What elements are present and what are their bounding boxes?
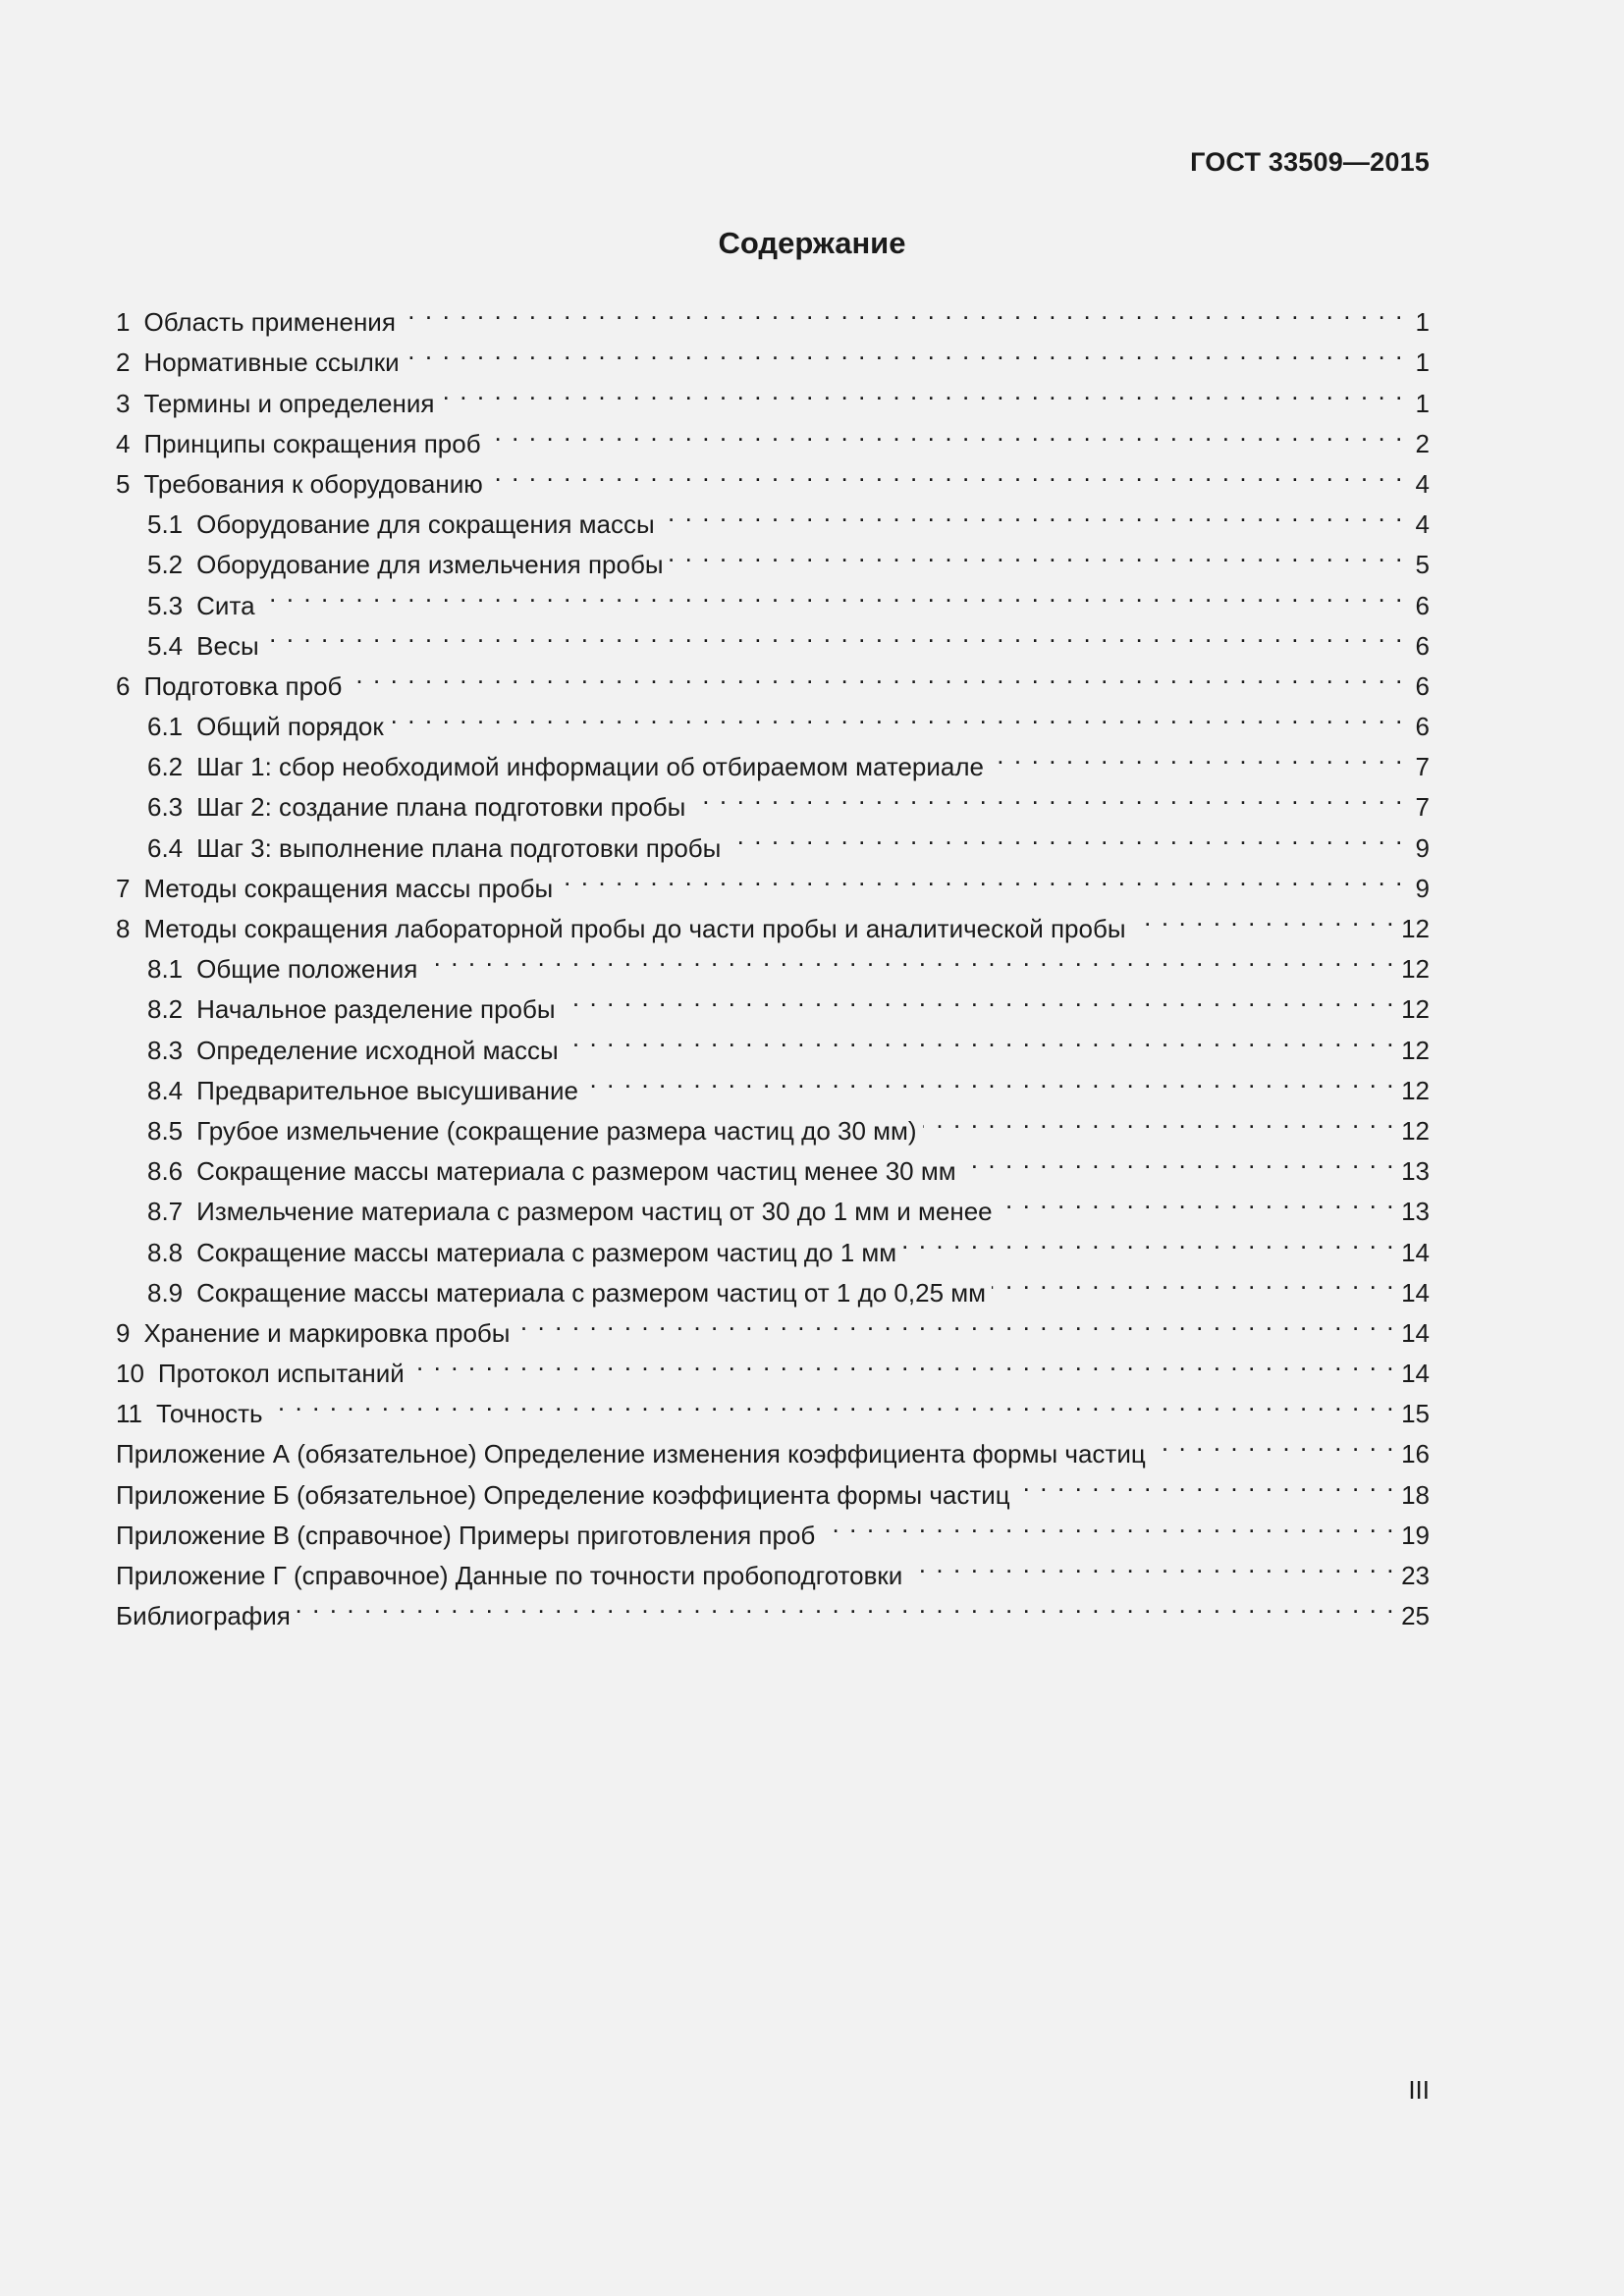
toc-entry-label: Общий порядок xyxy=(196,712,384,742)
toc-entry-label: Приложение Б (обязательное) Определение коэффициента формы частиц xyxy=(116,1479,1010,1510)
toc-entry-number: 5 xyxy=(116,468,131,499)
toc-dot-leader xyxy=(670,533,1404,573)
toc-dot-leader xyxy=(390,695,1404,735)
toc-entry-page: 13 xyxy=(1401,1156,1430,1187)
toc-entry-page: 13 xyxy=(1401,1197,1430,1227)
toc-dot-leader xyxy=(661,493,1404,533)
toc-dot-leader xyxy=(261,573,1404,614)
toc-entry-number: 2 xyxy=(116,347,131,378)
toc-entry[interactable] xyxy=(116,291,1430,338)
toc-entry-page: 6 xyxy=(1415,630,1430,661)
toc-entry-label: Оборудование для измельчения пробы xyxy=(196,550,664,580)
toc-entry-number: 8.5 xyxy=(147,1115,184,1146)
toc-entry-page: 12 xyxy=(1401,1035,1430,1065)
toc-entry-number: 5.4 xyxy=(147,630,184,661)
toc-entry-page: 14 xyxy=(1401,1359,1430,1389)
toc-entry[interactable] xyxy=(116,1382,1430,1429)
toc-entry-number: 7 xyxy=(116,873,131,903)
toc-entry-label: Измельчение материала с размером частиц от 30 до 1 мм и менее xyxy=(196,1197,993,1227)
toc-entry-number: 5.3 xyxy=(147,590,184,620)
toc-list xyxy=(116,291,1430,1631)
toc-entry-label: Термины и определения xyxy=(143,388,435,418)
toc-entry-number: 8.9 xyxy=(147,1277,184,1308)
toc-entry-label: Шаг 2: создание плана подготовки пробы xyxy=(196,792,686,823)
toc-dot-leader xyxy=(1152,1422,1395,1463)
toc-entry-page: 12 xyxy=(1401,954,1430,985)
toc-entry-label: Подготовка проб xyxy=(143,670,343,701)
toc-entry[interactable] xyxy=(116,1422,1430,1469)
toc-entry-number: 8.4 xyxy=(147,1075,184,1105)
toc-entry-label: Шаг 1: сбор необходимой информации об отбираемом материале xyxy=(196,752,984,782)
toc-entry-label: Шаг 3: выполнение плана подготовки пробы xyxy=(196,832,722,863)
toc-entry-page: 6 xyxy=(1415,712,1430,742)
toc-dot-leader xyxy=(821,1504,1395,1544)
toc-entry-page: 1 xyxy=(1415,307,1430,338)
toc-entry-page: 7 xyxy=(1415,752,1430,782)
toc-dot-leader xyxy=(402,291,1404,331)
toc-entry-page: 6 xyxy=(1415,590,1430,620)
toc-entry-number: 6.3 xyxy=(147,792,184,823)
toc-dot-leader xyxy=(410,1342,1395,1382)
toc-title: Содержание xyxy=(718,226,906,260)
toc-dot-leader xyxy=(559,857,1404,897)
toc-dot-leader xyxy=(992,1261,1395,1302)
toc-entry-page: 16 xyxy=(1401,1439,1430,1469)
toc-entry-label: Сокращение массы материала с размером частиц от 1 до 0,25 мм xyxy=(196,1277,987,1308)
toc-entry-number: 6.2 xyxy=(147,752,184,782)
toc-entry-label: Грубое измельчение (сокращение размера частиц до 30 мм) xyxy=(196,1115,917,1146)
toc-entry-number: 6.1 xyxy=(147,712,184,742)
toc-entry-number: 10 xyxy=(116,1359,144,1389)
toc-entry-label: Область применения xyxy=(143,307,396,338)
toc-entry-number: 8.8 xyxy=(147,1237,184,1267)
toc-dot-leader xyxy=(269,1382,1396,1422)
page-number: III xyxy=(1408,2075,1430,2105)
toc-entry-label: Требования к оборудованию xyxy=(143,468,483,499)
toc-dot-leader xyxy=(1016,1463,1395,1503)
toc-entry-label: Методы сокращения массы пробы xyxy=(143,873,554,903)
toc-entry-page: 9 xyxy=(1415,873,1430,903)
toc-dot-leader xyxy=(562,978,1396,1018)
toc-dot-leader xyxy=(516,1302,1396,1342)
toc-entry-label: Определение исходной массы xyxy=(196,1035,559,1065)
toc-dot-leader xyxy=(348,655,1404,695)
toc-entry-number: 3 xyxy=(116,388,131,418)
toc-entry-page: 12 xyxy=(1401,1075,1430,1105)
toc-entry-label: Нормативные ссылки xyxy=(143,347,400,378)
toc-entry-label: Предварительное высушивание xyxy=(196,1075,578,1105)
toc-entry-page: 2 xyxy=(1415,428,1430,458)
toc-entry-page: 23 xyxy=(1401,1561,1430,1590)
toc-entry-page: 7 xyxy=(1415,792,1430,823)
toc-dot-leader xyxy=(487,412,1404,453)
toc-dot-leader xyxy=(406,331,1404,371)
toc-entry-label: Сокращение массы материала с размером частиц до 1 мм xyxy=(196,1237,897,1267)
toc-entry-number: 11 xyxy=(116,1399,142,1429)
toc-entry-label: Принципы сокращения проб xyxy=(143,428,481,458)
toc-entry-label: Приложение А (обязательное) Определение изменения коэффициента формы частиц xyxy=(116,1439,1146,1469)
toc-entry-number: 8.6 xyxy=(147,1156,184,1187)
toc-entry-page: 14 xyxy=(1401,1237,1430,1267)
toc-dot-leader xyxy=(691,775,1404,816)
document-code: ГОСТ 33509—2015 xyxy=(1190,147,1430,177)
toc-entry-label: Сита xyxy=(196,590,255,620)
toc-entry-page: 19 xyxy=(1401,1520,1430,1550)
toc-dot-leader xyxy=(423,937,1395,978)
toc-dot-leader xyxy=(1132,897,1396,937)
toc-entry-number: 4 xyxy=(116,428,131,458)
toc-entry-label: Приложение Г (справочное) Данные по точности пробоподготовки xyxy=(116,1561,903,1590)
toc-entry-page: 18 xyxy=(1401,1479,1430,1510)
toc-dot-leader xyxy=(565,1018,1395,1058)
toc-entry-number: 8.2 xyxy=(147,994,184,1025)
toc-entry[interactable] xyxy=(116,1584,1430,1631)
toc-entry-page: 9 xyxy=(1415,832,1430,863)
toc-entry-label: Приложение В (справочное) Примеры приготовления проб xyxy=(116,1520,816,1550)
toc-entry-page: 14 xyxy=(1401,1317,1430,1348)
toc-entry-number: 9 xyxy=(116,1317,131,1348)
toc-entry-number: 8 xyxy=(116,914,131,943)
toc-dot-leader xyxy=(727,816,1404,856)
toc-entry-number: 6.4 xyxy=(147,832,184,863)
toc-entry[interactable] xyxy=(116,573,1430,620)
toc-entry-page: 1 xyxy=(1415,388,1430,418)
toc-entry-label: Методы сокращения лабораторной пробы до части пробы и аналитической пробы xyxy=(143,914,1126,943)
toc-dot-leader xyxy=(297,1584,1395,1625)
toc-entry-number: 8.3 xyxy=(147,1035,184,1065)
toc-dot-leader xyxy=(990,735,1404,775)
toc-entry-label: Библиография xyxy=(116,1601,291,1631)
toc-entry-page: 25 xyxy=(1401,1601,1430,1631)
toc-entry-label: Оборудование для сокращения массы xyxy=(196,509,655,540)
toc-entry-page: 12 xyxy=(1401,994,1430,1025)
toc-dot-leader xyxy=(902,1220,1395,1260)
toc-entry-page: 1 xyxy=(1415,347,1430,378)
toc-entry-label: Сокращение массы материала с размером частиц менее 30 мм xyxy=(196,1156,956,1187)
toc-entry[interactable] xyxy=(116,614,1430,661)
toc-dot-leader xyxy=(923,1099,1396,1140)
toc-dot-leader xyxy=(962,1140,1395,1180)
toc-entry-label: Точность xyxy=(156,1399,263,1429)
toc-entry-label: Общие положения xyxy=(196,954,418,985)
toc-entry-number: 6 xyxy=(116,670,131,701)
toc-dot-leader xyxy=(265,614,1404,655)
toc-dot-leader xyxy=(999,1180,1395,1220)
toc-entry-page: 4 xyxy=(1415,509,1430,540)
toc-entry[interactable] xyxy=(116,655,1430,701)
toc-entry-number: 5.1 xyxy=(147,509,184,540)
toc-dot-leader xyxy=(440,371,1404,411)
toc-entry-label: Начальное разделение пробы xyxy=(196,994,556,1025)
toc-entry-page: 12 xyxy=(1401,1115,1430,1146)
toc-entry-number: 5.2 xyxy=(147,550,184,580)
toc-entry-page: 14 xyxy=(1401,1277,1430,1308)
toc-entry-label: Протокол испытаний xyxy=(157,1359,405,1389)
toc-entry-page: 6 xyxy=(1415,670,1430,701)
toc-entry-label: Весы xyxy=(196,630,259,661)
toc-entry-label: Хранение и маркировка пробы xyxy=(143,1317,511,1348)
toc-entry-number: 1 xyxy=(116,307,131,338)
toc-dot-leader xyxy=(908,1544,1395,1584)
toc-dot-leader xyxy=(584,1059,1395,1099)
toc-entry-page: 5 xyxy=(1415,550,1430,580)
toc-dot-leader xyxy=(489,453,1404,493)
toc-entry-page: 12 xyxy=(1401,914,1430,943)
toc-entry-page: 4 xyxy=(1415,468,1430,499)
toc-entry-number: 8.7 xyxy=(147,1197,184,1227)
toc-entry-number: 8.1 xyxy=(147,954,184,985)
toc-entry-page: 15 xyxy=(1401,1399,1430,1429)
